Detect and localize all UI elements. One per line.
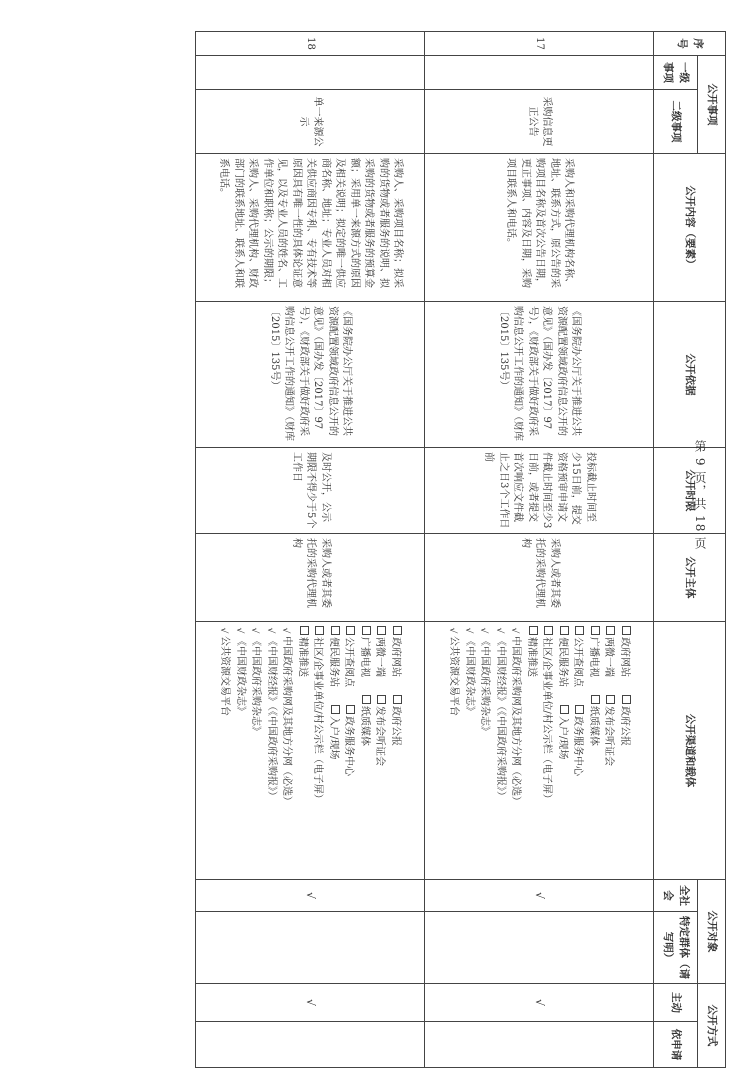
row-channels [425, 622, 654, 880]
channel-item [557, 626, 568, 687]
empty-box-icon [362, 695, 371, 704]
channel-item [390, 626, 401, 677]
empty-box-icon [622, 626, 631, 635]
row-on-request [425, 1022, 654, 1068]
channel-line [279, 626, 295, 875]
channel-item [464, 626, 475, 716]
channel-line [217, 626, 233, 875]
channel-label: 纸质媒体 [359, 706, 370, 746]
empty-box-icon [607, 695, 616, 704]
row-on-request [196, 1022, 425, 1068]
empty-box-icon [393, 695, 402, 704]
channel-line [341, 626, 357, 875]
header-active: 主动 [654, 984, 698, 1022]
empty-box-icon [545, 626, 554, 635]
empty-box-icon [591, 695, 600, 704]
channel-checklist [217, 626, 403, 875]
channel-label: 政务服务中心 [572, 716, 584, 776]
checked-box-icon: √ [478, 627, 489, 634]
channel-item [588, 695, 599, 746]
channel-label: 发布会听证会 [374, 706, 386, 766]
row-seq: 17 [425, 32, 654, 56]
empty-box-icon [560, 705, 569, 714]
channel-label: 中国政府采购网及其地方分网（必选） [510, 636, 522, 806]
channel-label: 社区/企事业单位/村公示栏（电子屏） [312, 637, 324, 804]
channel-label: 政府公报 [390, 706, 401, 746]
channel-checklist [446, 626, 632, 875]
channel-line [524, 626, 540, 875]
empty-box-icon [300, 626, 309, 635]
checked-box-icon: √ [249, 627, 260, 634]
channel-label: 公共资源交易平台 [219, 636, 231, 716]
empty-box-icon [576, 705, 585, 714]
row-level2: 采购信息更正公告 [425, 90, 654, 154]
header-level2: 二级事项 [654, 90, 698, 154]
table-row [425, 32, 654, 1068]
channel-label: 中国政府采购网及其地方分网（必选） [281, 636, 293, 806]
row-basis: 《国务院办公厅关于推进公共资源配置领域政府信息公开的意见》（国办发〔2017〕97号），《财政部关于做好政府采购信息公开工作的通知》（财库〔2015〕135号） [196, 302, 425, 448]
channel-line [295, 626, 311, 875]
channel-label: 公开查阅点 [343, 637, 355, 687]
channel-item [573, 626, 584, 687]
header-basis: 公开依据 [654, 302, 726, 448]
channel-item [573, 705, 584, 776]
empty-box-icon [316, 626, 325, 635]
channel-label: 《中国财政杂志》 [464, 636, 475, 716]
channel-label: 公共资源交易平台 [448, 636, 460, 716]
checked-box-icon: √ [509, 627, 520, 634]
channel-line [310, 626, 326, 875]
row-seq: 18 [196, 32, 425, 56]
channel-item [282, 626, 293, 806]
channel-label: 精准推送 [297, 637, 308, 677]
channel-item [235, 626, 246, 716]
channel-item [375, 695, 386, 766]
channel-label: 《中国财政杂志》 [235, 636, 246, 716]
empty-box-icon [347, 705, 356, 714]
channel-item [480, 626, 491, 736]
row-public-all: √ [425, 880, 654, 912]
channel-line [493, 626, 509, 875]
channel-line [586, 626, 602, 875]
channel-line [601, 626, 617, 875]
row-subject: 采购人或者其委托的采购代理机构 [425, 534, 654, 622]
row-time-limit: 投标截止时间至少15日前，提交资格预审申请文件截止时间至少3日前，或者提交首次响应文件截止之日3个工作日前 [425, 448, 654, 534]
channel-label: 广播电视 [359, 637, 370, 677]
channel-item [375, 626, 386, 677]
empty-box-icon [591, 626, 600, 635]
row-level1 [425, 56, 654, 90]
row-content: 采购人、采购项目名称；拟采购的货物或者服务的说明、拟采购的货物或者服务的预算金额；采用单一来源方式的原因及相关说明；拟定的唯一供应商名称、地址；专业人员对相关供应商因专利、专有技术等原因具有唯一性的具体论证意见，以及专业人员的姓名、工作单位和职称；公示的期限；采购人、采购代理机构、财政部门的联系地址、联系人和联系电话。 [196, 154, 425, 302]
channel-label: 入户/现场 [557, 716, 568, 760]
channel-line [248, 626, 264, 875]
empty-box-icon [560, 626, 569, 635]
channel-line [617, 626, 633, 875]
channel-line [462, 626, 478, 875]
channel-line [539, 626, 555, 875]
checked-box-icon: √ [447, 627, 458, 634]
row-basis: 《国务院办公厅关于推进公共资源配置领域政府信息公开的意见》（国办发〔2017〕97号），《财政部关于做好政府采购信息公开工作的通知》（财库〔2015〕135号） [425, 302, 654, 448]
row-active: √ [425, 984, 654, 1022]
empty-box-icon [576, 626, 585, 635]
channel-label: 两微一端 [374, 637, 386, 677]
channel-item [313, 626, 324, 804]
channel-line [264, 626, 280, 875]
channel-item [619, 695, 630, 746]
header-seq: 序号 [654, 32, 726, 56]
rotated-page [75, 31, 726, 1067]
channel-label: 纸质媒体 [588, 706, 599, 746]
empty-box-icon [622, 695, 631, 704]
channel-item [557, 705, 568, 759]
channel-item [344, 626, 355, 687]
channel-item [220, 626, 231, 716]
channel-line [446, 626, 462, 875]
header-on-request: 依申请 [654, 1022, 698, 1068]
table-row [196, 32, 425, 1068]
empty-box-icon [331, 626, 340, 635]
channel-label: 政府网站 [619, 637, 630, 677]
empty-box-icon [331, 705, 340, 714]
channel-line [357, 626, 373, 875]
channel-label: 入户/现场 [328, 716, 339, 760]
empty-box-icon [378, 626, 387, 635]
page-number: 第 9 页，共 18 页 [693, 440, 707, 551]
header-channels: 公开渠道和载体 [654, 622, 726, 880]
row-active: √ [196, 984, 425, 1022]
channel-label: 公开查阅点 [572, 637, 584, 687]
channel-label: 《中国财经报》（《中国政府采购报》） [266, 636, 277, 801]
header-level1: 一级事项 [654, 56, 698, 90]
header-audience: 公开对象 [698, 880, 726, 984]
channel-line [570, 626, 586, 875]
channel-item [328, 626, 339, 687]
channel-item [251, 626, 262, 736]
channel-label: 政务服务中心 [343, 716, 355, 776]
row-level2: 单一来源公示 [196, 90, 425, 154]
row-channels [196, 622, 425, 880]
channel-line [326, 626, 342, 875]
empty-box-icon [378, 695, 387, 704]
channel-item [266, 626, 277, 801]
channel-item [588, 626, 599, 677]
channel-label: 便民服务站 [328, 637, 339, 687]
channel-label: 《中国财经报》（《中国政府采购报》） [495, 636, 506, 801]
disclosure-table [195, 31, 726, 1068]
row-time-limit: 及时公开，公示期限不得少于5个工作日 [196, 448, 425, 534]
channel-label: 政府公报 [619, 706, 630, 746]
channel-item [297, 626, 308, 677]
checked-box-icon: √ [463, 627, 473, 634]
empty-box-icon [529, 626, 538, 635]
channel-item [526, 626, 537, 677]
channel-line [388, 626, 404, 875]
channel-line [372, 626, 388, 875]
header-public-all: 全社会 [654, 880, 698, 912]
channel-label: 精准推送 [526, 637, 537, 677]
header-time-limit: 公开时限 [654, 448, 726, 534]
checked-box-icon: √ [494, 627, 504, 634]
channel-label: 《中国政府采购杂志》 [250, 636, 262, 736]
channel-line [477, 626, 493, 875]
row-specific-group [196, 912, 425, 984]
channel-item [619, 626, 630, 677]
row-level1 [196, 56, 425, 90]
header-specific-group: 特定群体（请写明） [654, 912, 698, 984]
checked-box-icon: √ [280, 627, 291, 634]
channel-label: 社区/企事业单位/村公示栏（电子屏） [541, 637, 553, 804]
row-public-all: √ [196, 880, 425, 912]
row-specific-group [425, 912, 654, 984]
checked-box-icon: √ [234, 627, 244, 634]
checked-box-icon: √ [218, 627, 229, 634]
empty-box-icon [362, 626, 371, 635]
channel-item [359, 695, 370, 746]
channel-label: 便民服务站 [557, 637, 568, 687]
channel-label: 广播电视 [588, 637, 599, 677]
channel-line [508, 626, 524, 875]
channel-line [555, 626, 571, 875]
channel-item [390, 695, 401, 746]
empty-box-icon [607, 626, 616, 635]
channel-item [359, 626, 370, 677]
channel-item [449, 626, 460, 716]
channel-label: 政府网站 [390, 637, 401, 677]
header-items: 公开事项 [698, 56, 726, 154]
channel-item [604, 695, 615, 766]
channel-line [233, 626, 249, 875]
empty-box-icon [347, 626, 356, 635]
channel-label: 《中国政府采购杂志》 [479, 636, 491, 736]
channel-item [542, 626, 553, 804]
header-content: 公开内容（要素） [654, 154, 726, 302]
checked-box-icon: √ [265, 627, 275, 634]
channel-item [604, 626, 615, 677]
channel-item [495, 626, 506, 801]
channel-label: 两微一端 [603, 637, 615, 677]
empty-box-icon [393, 626, 402, 635]
header-method: 公开方式 [698, 984, 726, 1068]
row-subject: 采购人或者其委托的采购代理机构 [196, 534, 425, 622]
channel-label: 发布会听证会 [603, 706, 615, 766]
header-subject: 公开主体 [654, 534, 726, 622]
channel-item [328, 705, 339, 759]
channel-item [344, 705, 355, 776]
row-content: 采购人和采购代理机构名称、地址、联系方式，原公告的采购项目名称及首次公告日期，更正事项、内容及日期，采购项目联系人和电话。 [425, 154, 654, 302]
channel-item [511, 626, 522, 806]
